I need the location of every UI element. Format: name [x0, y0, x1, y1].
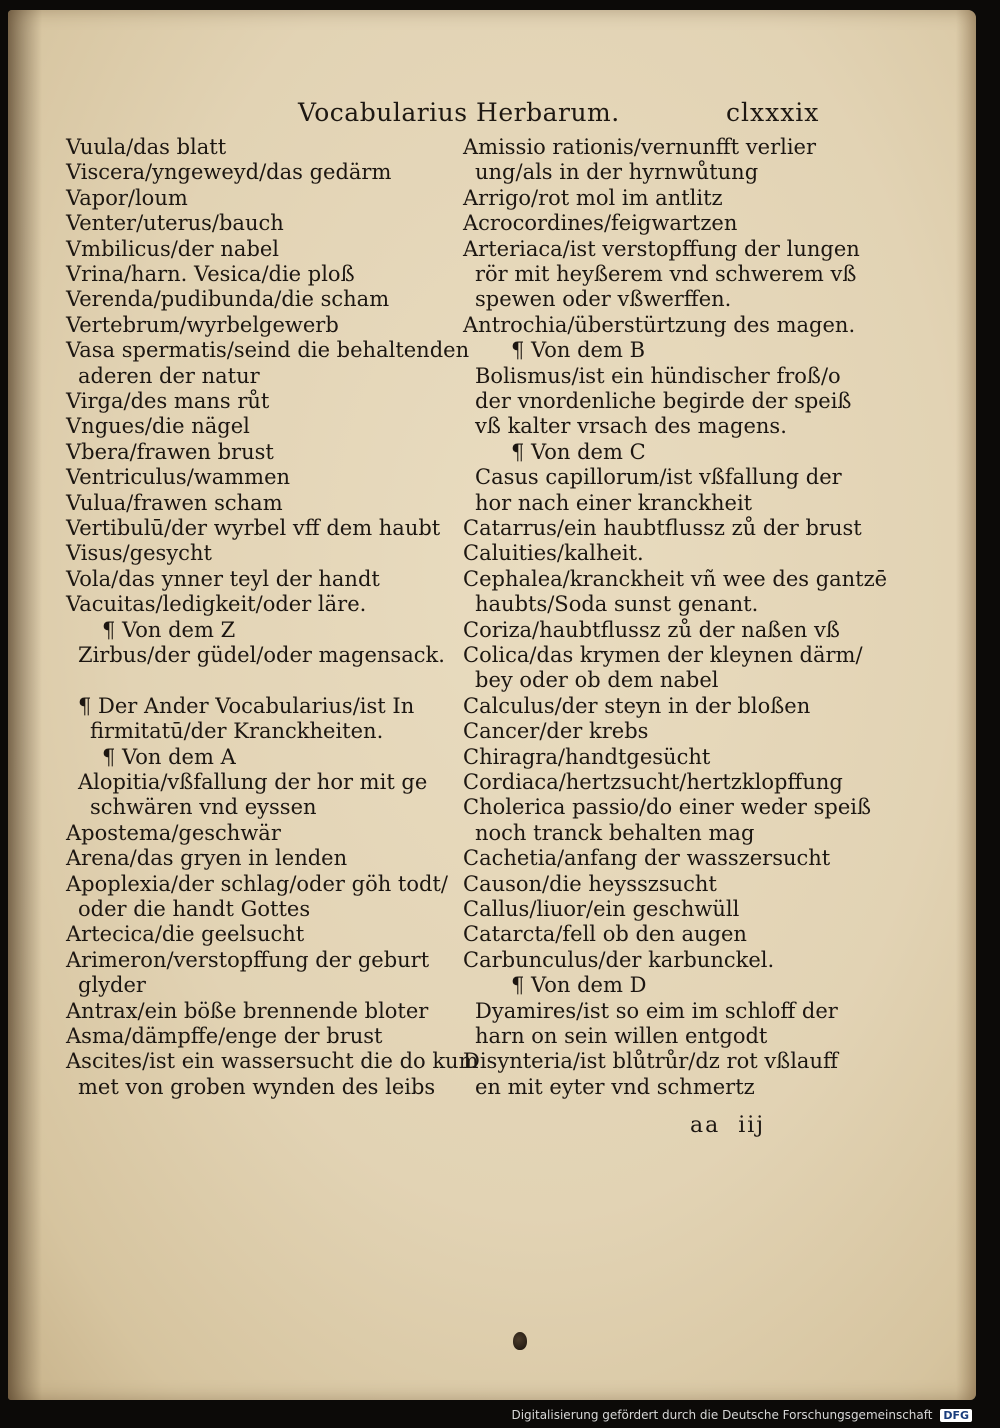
running-head: Vocabularius Herbarum. — [298, 98, 620, 127]
right-column-line: der vnordenliche begirde der speiß — [475, 389, 852, 413]
right-column-line: Arteriaca/ist verstopffung der lungen — [463, 236, 860, 261]
left-column-line: aderen der natur — [78, 363, 260, 388]
right-column-line: Carbunculus/der karbunckel. — [463, 947, 775, 972]
right-column-line: ung/als in der hyrnwůtung — [475, 160, 759, 185]
left-column-line: ¶ Der Ander Vocabularius/ist In — [78, 693, 415, 718]
right-column-line: harn on sein willen entgodt — [475, 1024, 768, 1048]
right-column-line: Amissio rationis/vernunfft verlier — [463, 135, 817, 159]
right-column-line: rör mit heyßerem vnd schwerem vß — [475, 262, 857, 286]
left-column-line: Alopitia/vßfallung der hor mit ge — [78, 770, 428, 794]
right-column-line: Calculus/der steyn in der bloßen — [463, 693, 811, 718]
folio-number: clxxxix — [726, 98, 820, 127]
right-column-line: haubts/Soda sunst genant. — [475, 592, 759, 617]
book-page — [8, 10, 976, 1400]
left-column-line: Vertebrum/wyrbelgewerb — [66, 312, 339, 337]
left-column-line: Arena/das gryen in lenden — [66, 846, 348, 871]
binding-shadow — [8, 10, 42, 1400]
right-column-line: Cephalea/kranckheit vñ wee des gantzē — [463, 566, 888, 591]
right-column-line: ¶ Von dem C — [511, 439, 646, 464]
right-column-line: Coriza/haubtflussz zů der naßen vß — [463, 617, 840, 642]
right-column-line: Caluities/kalheit. — [463, 541, 644, 566]
right-column-line: Disynteria/ist blůtrůr/dz rot vßlauff — [463, 1049, 838, 1074]
right-column-line: ¶ Von dem D — [511, 973, 647, 998]
left-column-line: Ventriculus/wammen — [66, 465, 291, 490]
left-column-line: Vrina/harn. Vesica/die ploß — [66, 262, 355, 286]
left-column-line: Vertibulū/der wyrbel vff dem haubt — [66, 516, 441, 540]
left-column-line: ¶ Von dem A — [102, 744, 236, 769]
right-column-line: Colica/das krymen der kleynen därm/ — [463, 643, 863, 667]
left-column-line: glyder — [78, 973, 146, 998]
left-column-line: Vngues/die nägel — [66, 414, 250, 439]
left-column-line: firmitatū/der Kranckheiten. — [90, 719, 384, 744]
right-column-line: spewen oder vßwerffen. — [475, 287, 732, 312]
right-column-line: bey oder ob dem nabel — [475, 668, 719, 693]
right-column-line: hor nach einer kranckheit — [475, 490, 753, 515]
left-column-line: Ascites/ist ein wassersucht die do kum — [66, 1049, 479, 1074]
right-column-line: noch tranck behalten mag — [475, 820, 755, 845]
left-column-line: Vbera/frawen brust — [66, 439, 274, 464]
left-column-line: Vacuitas/ledigkeit/oder läre. — [66, 592, 367, 617]
left-column-line: Vasa spermatis/seind die behaltenden — [66, 338, 470, 363]
right-column-line: Arrigo/rot mol im antlitz — [463, 185, 723, 210]
left-column-line: Arimeron/verstopffung der geburt — [66, 947, 430, 972]
right-column-line: Cholerica passio/do einer weder speiß — [463, 795, 871, 820]
right-column-line: Catarrus/ein haubtflussz zů der brust — [463, 516, 862, 540]
left-column-line: Verenda/pudibunda/die scham — [66, 287, 390, 312]
left-column-line: ¶ Von dem Z — [102, 617, 236, 642]
left-column-line: Apostema/geschwär — [66, 820, 281, 845]
right-column-line: Dyamires/ist so eim im schloff der — [475, 998, 838, 1023]
credit-text: Digitalisierung gefördert durch die Deutsche Forschungsgemeinschaft — [511, 1408, 933, 1422]
right-column-line: Causon/die heysszsucht — [463, 871, 717, 896]
left-column-line: schwären vnd eyssen — [90, 795, 317, 820]
left-column-line: Zirbus/der güdel/oder magensack. — [78, 643, 445, 667]
right-column-line: Acrocordines/feigwartzen — [463, 211, 738, 236]
left-column-line: Visus/gesycht — [66, 541, 212, 566]
left-column-line: Antrax/ein böße brennende bloter — [66, 998, 429, 1023]
right-column-line: ¶ Von dem B — [511, 338, 646, 363]
signature-letters: aa — [690, 1113, 721, 1138]
signature-mark — [690, 1113, 765, 1138]
ink-blot-ornament — [513, 1332, 527, 1350]
right-column-line: Antrochia/überstürtzung des magen. — [463, 312, 856, 337]
right-column-line: Cachetia/anfang der wasszersucht — [463, 846, 831, 871]
left-column-line: Virga/des mans růt — [66, 389, 270, 413]
right-column-line: Chiragra/handtgesücht — [463, 744, 711, 769]
signature-page: iij — [738, 1113, 766, 1138]
left-column-line: Vuula/das blatt — [66, 135, 227, 159]
left-column-line: Viscera/yngeweyd/das gedärm — [66, 160, 392, 185]
left-column-line: oder die handt Gottes — [78, 897, 311, 921]
digitization-credit — [511, 1408, 972, 1422]
right-column-line: Cancer/der krebs — [463, 719, 649, 744]
right-column-line: Catarcta/fell ob den augen — [463, 922, 747, 947]
right-column-line: Cordiaca/hertzsucht/hertzklopffung — [463, 770, 843, 794]
right-column-line: Callus/liuor/ein geschwüll — [463, 897, 740, 921]
dfg-logo: DFG — [940, 1409, 972, 1422]
left-column-line: Apoplexia/der schlag/oder göh todt/ — [66, 871, 448, 896]
left-column-line: Venter/uterus/bauch — [66, 211, 284, 236]
right-column-line: en mit eyter vnd schmertz — [475, 1074, 755, 1099]
left-column-line: Vmbilicus/der nabel — [66, 236, 280, 261]
left-column-line: Artecica/die geelsucht — [66, 922, 305, 947]
right-column-line: Casus capillorum/ist vßfallung der — [475, 465, 842, 490]
left-column-line: met von groben wynden des leibs — [78, 1074, 436, 1099]
left-column-line: Asma/dämpffe/enge der brust — [66, 1024, 383, 1048]
left-column-line: Vulua/frawen scham — [66, 490, 283, 515]
right-column-line: vß kalter vrsach des magens. — [475, 414, 787, 439]
page-edge-shadow — [956, 10, 976, 1400]
left-column-line: Vapor/loum — [66, 185, 188, 210]
left-column-line: Vola/das ynner teyl der handt — [66, 566, 380, 591]
right-column-line: Bolismus/ist ein hündischer froß/o — [475, 363, 841, 388]
